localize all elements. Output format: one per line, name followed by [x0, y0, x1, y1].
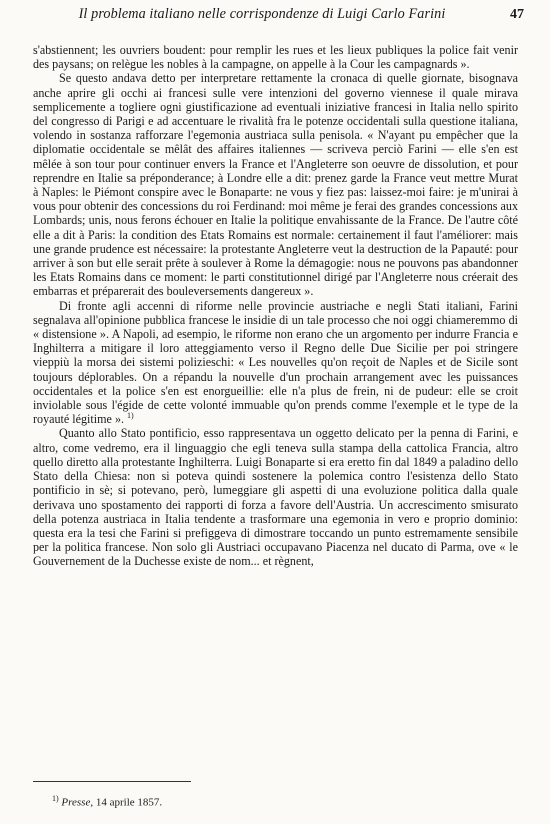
footnote-marker: 1) — [52, 794, 59, 803]
footnote-date: , 14 aprile 1857. — [90, 796, 163, 809]
page-number: 47 — [510, 7, 524, 22]
paragraph-3 — [33, 299, 518, 427]
footnote — [52, 794, 162, 809]
paragraph-2: Se questo andava detto per interpretare rettamente la cronaca di quelle giornate, bisognava anche aprire gli occhi ai francesi sulle vere intenzioni del governo viennese il quale mirava semplicemente a togliere ogni giustificazione ad eventuali iniziative francesi in Italia nello spirito del congresso di Parigi e ad accentuare le rivalità fra le potenze occidentali sulla questione italiana, volendo in sostanza rafforzare l'egemonia austriaca sulla penisola. « N'ayant pu empêcher que la diplomatie occidentale se mêlât des affaires italiennes — scriveva perciò Farini — elle s'en est mêlée à son tour pour continuer envers la France et l'Angleterre son oeuvre de dissolution, et pour reprendre en Italie sa préponderance; à Londre elle a dit: prenez garde la France veut mettre Murat à Naples: le Piémont conspire avec le Bonaparte: ne vous y fiez pas: laissez-moi faire: je m'unirai à vous pour obtenir des concessions du roi Ferdinand: moi même je ferai des grandes concessions aux Lombards; unis, nous ferons échouer en Italie la politique envahissante de la France. De l'autre côté elle a dit à Paris: la condition des Etats Romains est normale: certainement il faut l'améliorer: mais une grande prudence est nécessaire: la protestante Angleterre veut la destruction de la Papauté: pour arriver à son but elle serait prête à soulever à Rome la démagogie: nous ne pouvons pas abandonner les Etats Romains dans ce moment: le parti constitutionnel dirigé par l'Angleterre nous créerait des embarras et préparerait des bouleversements dangereux ». — [33, 71, 518, 299]
page-header — [24, 6, 524, 23]
footnote-source: Presse — [61, 796, 91, 809]
footnote-divider — [33, 781, 191, 782]
running-title: Il problema italiano nelle corrispondenze di Luigi Carlo Farini — [78, 6, 446, 22]
paragraph-1: s'abstiennent; les ouvriers boudent: pour remplir les rues et les lieux publiques la police fait venir des paysans; on relègue les nobles à la campagne, on appelle à la Cour les campagnards ». — [33, 43, 518, 72]
paragraph-3-text: Di fronte agli accenni di riforme nelle provincie austriache e negli Stati italiani, Farini segnalava all'opinione pubblica francese le insidie di un tale processo che noi oggi chiameremmo di « distensione ». A Napoli, ad esempio, le riforme non erano che un argomento per indurre Francia e Inghilterra a mitigare il loro atteggiamento verso il Regno delle Due Sicilie per poi stringere vieppiù la morsa dei sistemi polizieschi: « Les nouvelles qu'on reçoit de Naples et de Sicile sont toujours déplorables. On a répandu la nouvelle d'un prochain arrangement avec les puissances occidentales et la police s'en est enorgueillie: elle n'a plus de frein, ni de pudeur: elle se croit inviolable sous l'égide de cette volonté immuable qu'on prends comme l'exemple et le type de la royauté légitime ». — [33, 298, 518, 427]
footnote-reference: 1) — [127, 411, 134, 421]
paragraph-4: Quanto allo Stato pontificio, esso rappresentava un oggetto delicato per la penna di Farini, e altro, come vedremo, era il linguaggio che egli teneva sulla stampa della cattolica Francia, altro quello diretto alla protestante Inghilterra. Luigi Bonaparte si era eretto fin dal 1849 a paladino dello Stato della Chiesa: non si poteva quindi sostenere la polemica contro l'esistenza dello Stato pontificio in sè; si potevano, però, lumeggiare gli aspetti di una evoluzione politica dalla quale derivava uno spostamento dei rapporti di forza a favore dell'Austria. Un accrescimento smisurato della potenza austriaca in Italia tendente a trasformare una egemonia in vero e proprio dominio: questa era la tesi che Farini si prefiggeva di dimostrare toccando un punto estremamente sensibile per la politica francese. Non solo gli Austriaci occupavano Piacenza nel ducato di Parma, ove « le Gouvernement de la Duchesse existe de nom... et règnent, — [33, 426, 518, 569]
body-text — [33, 43, 518, 569]
